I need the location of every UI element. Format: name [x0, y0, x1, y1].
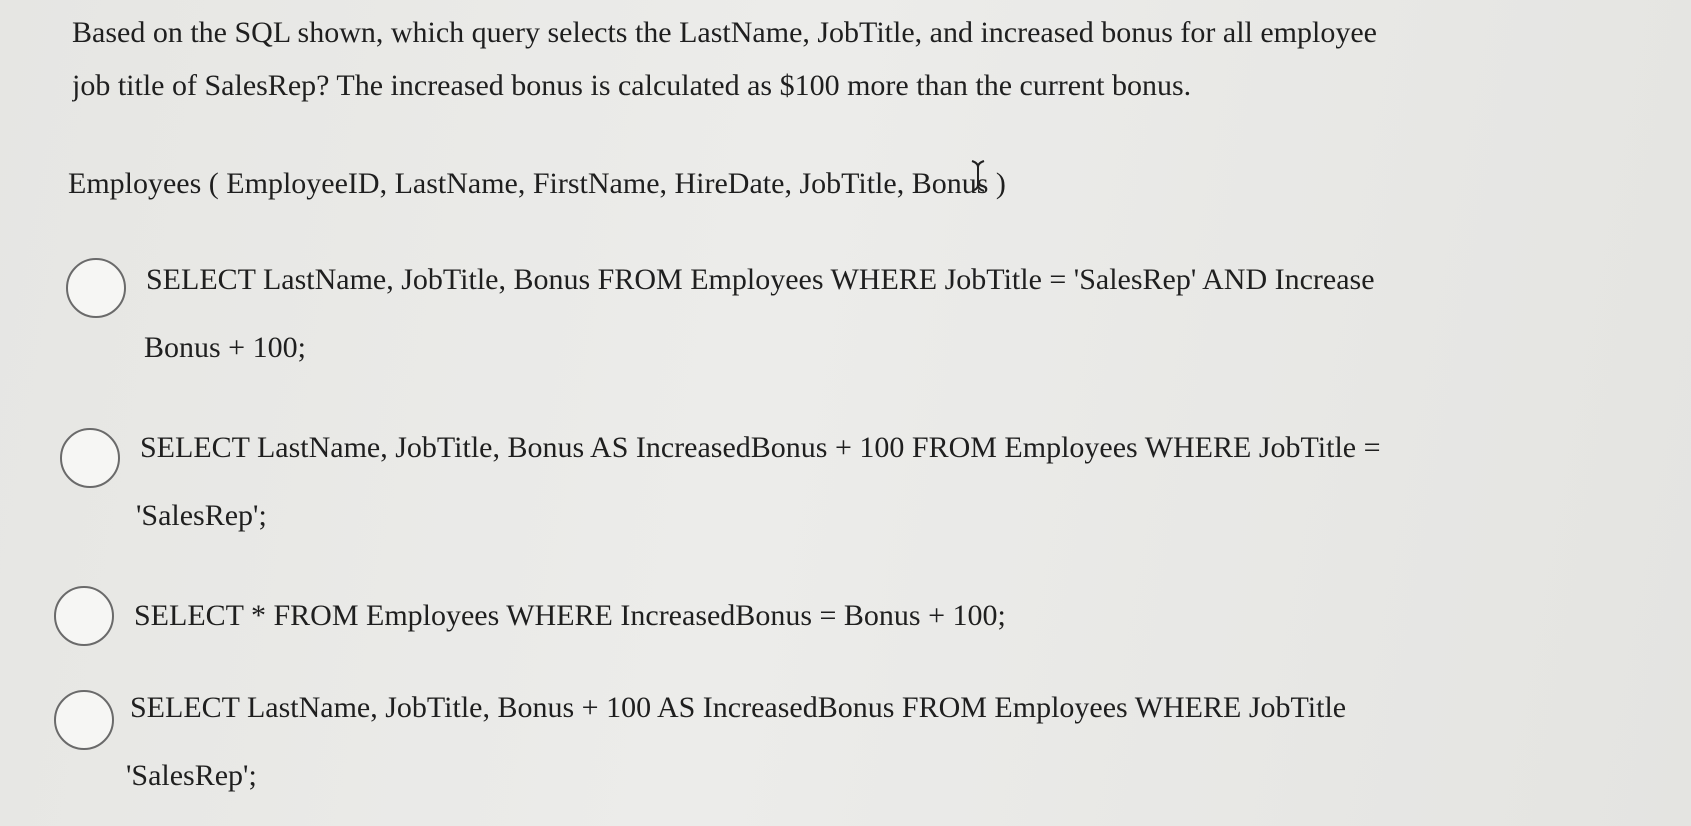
schema-text: Employees ( EmployeeID, LastName, FirstName, HireDate, JobTitle, Bonus: [68, 167, 989, 200]
option-4-line-2: 'SalesRep';: [126, 759, 257, 792]
option-1-line-1: SELECT LastName, JobTitle, Bonus FROM Employees WHERE JobTitle = 'SalesRep' AND Increase: [146, 263, 1375, 296]
option-2-line-2: 'SalesRep';: [136, 499, 267, 532]
option-4-line-1: SELECT LastName, JobTitle, Bonus + 100 AS IncreasedBonus FROM Employees WHERE JobTitle: [130, 691, 1347, 724]
schema-close-paren: ): [988, 167, 1006, 200]
radio-button-option-3[interactable]: [54, 586, 114, 646]
radio-button-option-4[interactable]: [54, 690, 114, 750]
option-3-text[interactable]: [134, 582, 1006, 650]
option-1-line-2: Bonus + 100;: [144, 331, 306, 364]
option-1-text[interactable]: [146, 246, 1375, 382]
option-4-text[interactable]: [126, 674, 1347, 810]
table-schema: [68, 158, 1006, 210]
question-prompt: [72, 6, 1691, 112]
option-3-line-1: SELECT * FROM Employees WHERE IncreasedBonus = Bonus + 100;: [134, 599, 1006, 632]
option-2-line-1: SELECT LastName, JobTitle, Bonus AS IncreasedBonus + 100 FROM Employees WHERE JobTitle =: [140, 431, 1381, 464]
radio-button-option-2[interactable]: [60, 428, 120, 488]
radio-button-option-1[interactable]: [66, 258, 126, 318]
option-2-text[interactable]: [136, 414, 1381, 550]
question-line-2: job title of SalesRep? The increased bonus is calculated as $100 more than the current bonus.: [72, 69, 1192, 102]
question-line-1: Based on the SQL shown, which query selects the LastName, JobTitle, and increased bonus for all employee: [72, 16, 1377, 49]
